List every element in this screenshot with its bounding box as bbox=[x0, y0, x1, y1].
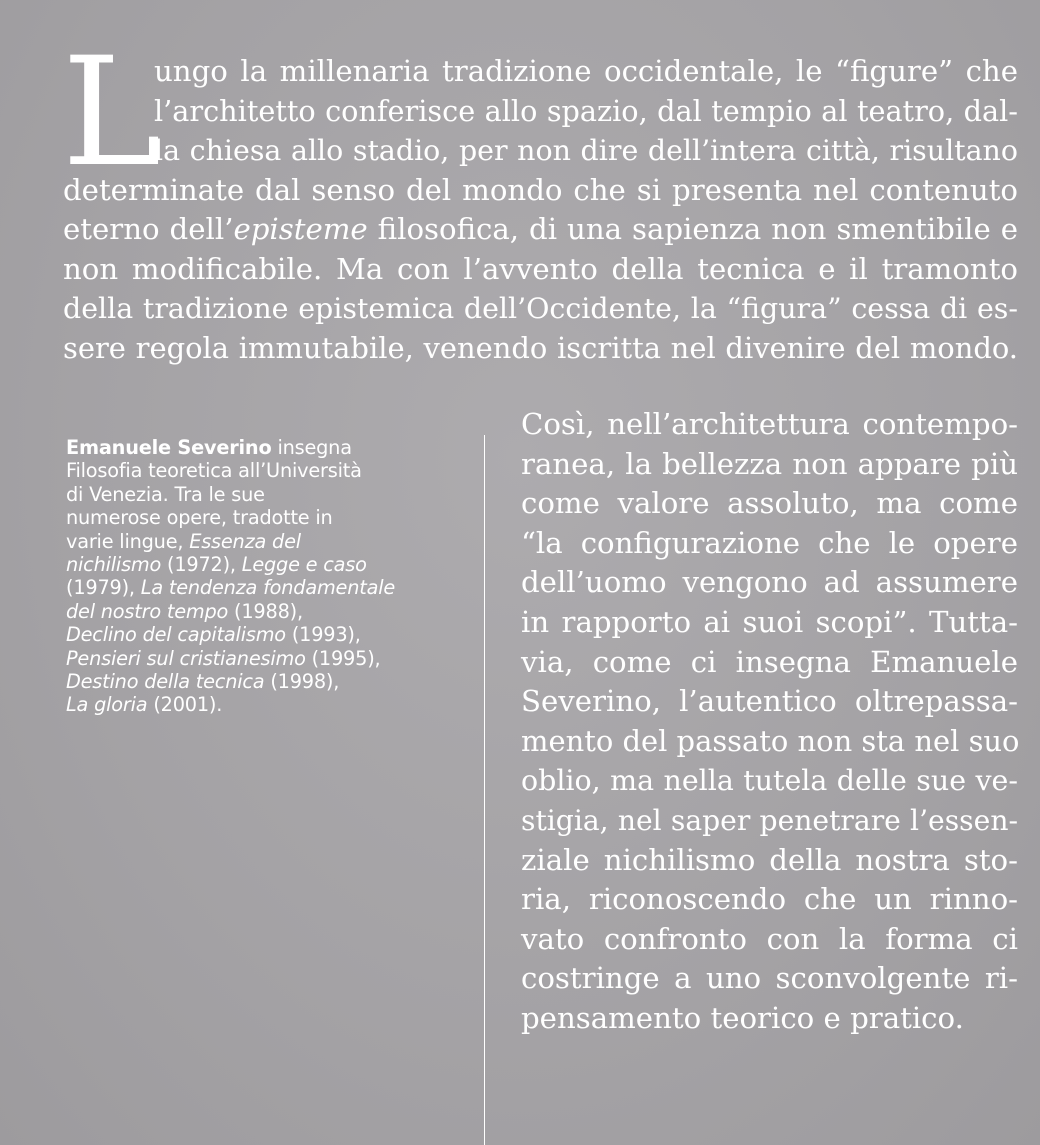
bio-line: di Venezia. Tra le sue bbox=[66, 482, 265, 506]
book-title: Declino del capitalismo bbox=[66, 623, 286, 647]
intro-paragraph bbox=[63, 52, 1018, 368]
book-title: Legge e caso bbox=[241, 553, 367, 577]
intro-line: sere regola immutabile, venendo iscritta nel divenire del mondo. bbox=[63, 330, 1018, 365]
intro-line: non modificabile. Ma con l’avvento della tecnica e il tramonto bbox=[63, 251, 1018, 286]
bio-line bbox=[66, 553, 466, 576]
column-divider bbox=[484, 435, 485, 1145]
intro-line: determinate dal senso del mondo che si presenta nel contenuto bbox=[63, 172, 1018, 207]
bio-text: (1979), bbox=[66, 576, 141, 600]
bio-text: (1993), bbox=[285, 623, 361, 647]
bio-text: (1972), bbox=[161, 553, 242, 577]
book-title: Destino della tecnica bbox=[66, 670, 265, 694]
bio-text: insegna bbox=[271, 436, 352, 459]
column-line: Severino, l’autentico oltrepassa- bbox=[521, 684, 1018, 719]
intro-italic-term: episteme bbox=[233, 212, 368, 246]
bio-line bbox=[66, 436, 466, 459]
bio-line bbox=[66, 623, 466, 646]
bio-line bbox=[66, 647, 466, 670]
book-title: del nostro tempo bbox=[66, 599, 229, 623]
column-line: “la configurazione che le opere bbox=[521, 525, 1018, 560]
intro-text: filosofica, di una sapienza non smentibile e bbox=[367, 212, 1018, 246]
intro-line: ungo la millenaria tradizione occidentale, le “figure” che bbox=[154, 54, 1018, 88]
bio-line bbox=[66, 576, 466, 599]
intro-line: la chiesa allo stadio, per non dire dell’intera città, risultano bbox=[154, 134, 1018, 167]
bio-text: (1995), bbox=[305, 646, 381, 670]
right-column-text bbox=[521, 405, 1018, 1039]
column-line: stigia, nel saper penetrare l’essen- bbox=[521, 803, 1018, 837]
book-title: La gloria bbox=[66, 693, 148, 717]
column-line: pensamento teorico e pratico. bbox=[521, 1000, 964, 1035]
bio-text: (1988), bbox=[228, 599, 303, 623]
column-line: ranea, la bellezza non appare più bbox=[521, 446, 1018, 481]
bio-text: varie lingue, bbox=[66, 529, 190, 553]
column-line: via, come ci insegna Emanuele bbox=[521, 644, 1018, 679]
column-line: ziale nichilismo della nostra sto- bbox=[521, 842, 1018, 877]
author-name: Emanuele Severino bbox=[66, 436, 272, 459]
drop-cap: L bbox=[62, 26, 162, 200]
bio-line bbox=[66, 530, 466, 553]
bio-line: Filosofia teoretica all’Università bbox=[66, 459, 362, 483]
column-line: come valore assoluto, ma come bbox=[521, 486, 1018, 521]
bio-line bbox=[66, 693, 466, 716]
intro-text: eterno dell’ bbox=[63, 212, 234, 246]
intro-line bbox=[63, 210, 1018, 250]
column-line: vato confronto con la forma ci bbox=[521, 921, 1018, 956]
column-line: dell’uomo vengono ad assumere bbox=[521, 565, 1018, 600]
column-line: in rapporto ai suoi scopi”. Tutta- bbox=[521, 604, 1018, 639]
bio-text: (1998), bbox=[264, 670, 340, 694]
column-line: mento del passato non sta nel suo bbox=[521, 723, 1020, 758]
column-line: oblio, ma nella tutela delle sue ve- bbox=[521, 764, 1018, 798]
book-title: La tendenza fondamentale bbox=[140, 576, 396, 600]
book-title: Pensieri sul cristianesimo bbox=[66, 646, 306, 670]
column-line: costringe a uno sconvolgente ri- bbox=[521, 961, 1018, 996]
intro-line: l’architetto conferisce allo spazio, dal tempio al teatro, dal- bbox=[154, 93, 1018, 128]
column-line: ria, riconoscendo che un rinno- bbox=[521, 882, 1018, 917]
column-line: Così, nell’architettura contempo- bbox=[521, 407, 1018, 441]
author-bio bbox=[66, 436, 466, 717]
book-title: nichilismo bbox=[66, 553, 162, 577]
bio-line bbox=[66, 600, 466, 623]
book-title: Essenza del bbox=[189, 529, 301, 553]
bio-line bbox=[66, 670, 466, 693]
intro-line: della tradizione epistemica dell’Occidente, la “figura” cessa di es- bbox=[63, 292, 1018, 325]
bio-line: numerose opere, tradotte in bbox=[66, 506, 333, 530]
bio-text: (2001). bbox=[147, 693, 223, 717]
